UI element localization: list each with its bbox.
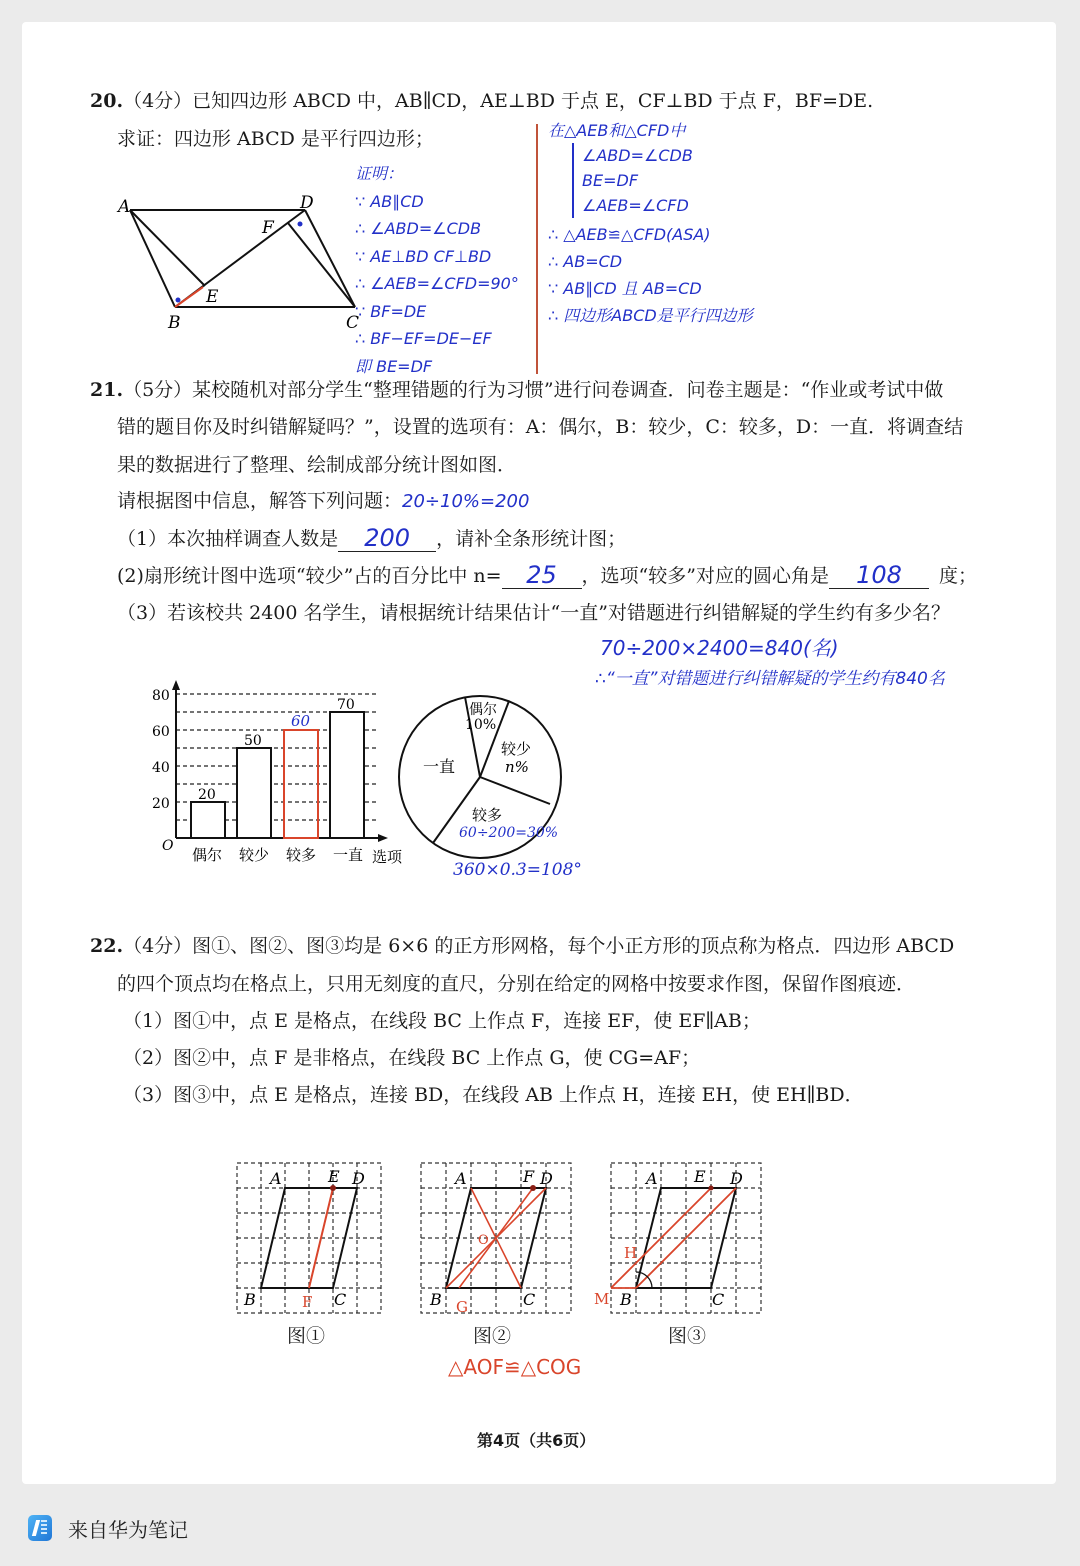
huawei-notes-icon bbox=[28, 1515, 52, 1541]
figure-2-caption: 图② bbox=[473, 1325, 512, 1347]
grid-figure-2 bbox=[420, 1162, 580, 1322]
proof-line: ∴ AB=CD bbox=[548, 252, 623, 271]
q22-stem-line-2: 的四个顶点均在格点上，只用无刻度的直尺，分别在给定的网格中按要求作图，保留作图痕迹． bbox=[117, 973, 916, 995]
grid-label-handwritten: H bbox=[624, 1244, 638, 1262]
sub-text: ，选项“较多”对应的圆心角是 bbox=[581, 565, 829, 587]
handwritten-answer: 200 bbox=[364, 524, 410, 552]
q20-label-c: C bbox=[346, 313, 360, 333]
page-number: 第4页（共6页） bbox=[477, 1431, 596, 1450]
margin-divider bbox=[536, 124, 538, 374]
xtick: 一直 bbox=[333, 846, 364, 864]
stem-text: 某校随机对部分学生“整理错题的行为习惯”进行问卷调查．问卷主题是：“作业或考试中做 bbox=[192, 379, 944, 401]
grid-label: A bbox=[646, 1169, 658, 1188]
ytick: 40 bbox=[152, 760, 170, 776]
proof-line: 在△AEB和△CFD中 bbox=[548, 121, 686, 140]
grid-label: E bbox=[694, 1167, 706, 1186]
figure-3-caption: 图③ bbox=[668, 1325, 707, 1347]
q22-sub1: （1）图①中，点 E 是格点，在线段 BC 上作点 F，连接 EF，使 EF∥AB； bbox=[123, 1010, 761, 1032]
grid-label: A bbox=[270, 1169, 282, 1188]
stem-text: 图①、图②、图③均是 6×6 的正方形网格，每个小正方形的顶点称为格点．四边形 ABCD bbox=[192, 935, 955, 957]
answer-blank-n[interactable] bbox=[502, 561, 582, 589]
q22-sub3: （3）图③中，点 E 是格点，连接 BD，在线段 AB 上作点 H，连接 EH，使 EH∥BD． bbox=[123, 1084, 864, 1106]
grid-label: A bbox=[455, 1169, 467, 1188]
handwritten-note: 360×0.3=108° bbox=[453, 860, 582, 880]
grid-figure-1 bbox=[236, 1162, 386, 1317]
q20-stem: 已知四边形 ABCD 中，AB∥CD，AE⊥BD 于点 E，CF⊥BD 于点 F，BF=DE. bbox=[192, 90, 874, 112]
x-axis-label: 选项 bbox=[372, 848, 403, 866]
q22-number: 22. bbox=[90, 935, 124, 957]
proof-line: ∵ AB∥CD 且 AB=CD bbox=[548, 279, 702, 298]
proof-line: ∴ BF−EF=DE−EF bbox=[355, 329, 492, 348]
grid-label: C bbox=[334, 1290, 347, 1309]
q22-sub2: （2）图②中，点 F 是非格点，在线段 BC 上作点 G，使 CG=AF； bbox=[123, 1047, 701, 1069]
q21-instruction bbox=[117, 488, 529, 515]
pie-label: 较少 bbox=[501, 740, 532, 758]
q20-proof-right bbox=[548, 118, 753, 328]
q21-points: （5分） bbox=[123, 379, 193, 401]
q20-label-b: B bbox=[168, 313, 181, 333]
q22-points: （4分） bbox=[123, 935, 193, 957]
q20-label-f: F bbox=[262, 218, 274, 238]
sub-text: 度； bbox=[938, 565, 977, 587]
proof-line: ∴ ∠ABD=∠CDB bbox=[355, 219, 482, 238]
grid-label: B bbox=[430, 1290, 442, 1309]
figure-2-note: △AOF≌△COG bbox=[448, 1355, 582, 1379]
q20-prove: 求证：四边形 ABCD 是平行四边形； bbox=[117, 128, 434, 150]
bar-value-handwritten: 60 bbox=[291, 712, 311, 730]
q20-number: 20. bbox=[90, 90, 124, 112]
bar-ouer bbox=[191, 802, 225, 838]
sub-text: ，请补全条形统计图； bbox=[436, 528, 627, 550]
proof-line: 证明： bbox=[355, 164, 404, 183]
bar-jiaoshao bbox=[237, 748, 271, 838]
proof-line: ∵ AE⊥BD CF⊥BD bbox=[355, 246, 492, 266]
q20-label-a: A bbox=[118, 197, 131, 217]
q21-number: 21. bbox=[90, 379, 124, 401]
bar-chart bbox=[140, 680, 420, 870]
pie-label: 一直 bbox=[423, 757, 456, 776]
pie-percent: 10% bbox=[465, 717, 497, 733]
instruction-text: 请根据图中信息，解答下列问题： bbox=[117, 490, 403, 512]
xtick: 较多 bbox=[286, 846, 317, 864]
pie-label: 较多 bbox=[472, 806, 503, 824]
bar-value: 20 bbox=[198, 787, 216, 803]
handwritten-note: 20÷10%=200 bbox=[402, 491, 530, 512]
pie-chart bbox=[395, 692, 595, 892]
proof-line: 即 BE=DF bbox=[355, 356, 433, 376]
grid-label: E bbox=[328, 1167, 340, 1186]
pie-label: 偶尔 bbox=[469, 702, 497, 718]
sub-text: （1）本次抽样调查人数是 bbox=[117, 528, 339, 550]
grid-label-handwritten: O bbox=[478, 1233, 489, 1248]
grid-label: D bbox=[352, 1169, 365, 1188]
handwritten-note: 60÷200=30% bbox=[459, 825, 559, 841]
grid-label: B bbox=[244, 1290, 256, 1309]
q20-label-e: E bbox=[206, 287, 219, 307]
xtick: 偶尔 bbox=[192, 846, 223, 864]
proof-line: ∠ABD=∠CDB bbox=[582, 146, 693, 165]
answer-blank-count[interactable] bbox=[338, 524, 436, 552]
proof-line: ∵ BF=DE bbox=[355, 301, 427, 321]
source-attribution bbox=[28, 1514, 228, 1542]
grid-label: C bbox=[523, 1290, 536, 1309]
handwritten-answer: 108 bbox=[856, 561, 902, 589]
q21-stem-line-2: 错的题目你及时纠错解疑吗？”，设置的选项有：A：偶尔，B：较少，C：较多，D：一直．将调查结 bbox=[117, 416, 964, 438]
source-label: 来自华为笔记 bbox=[68, 1518, 188, 1542]
q21-sub1 bbox=[117, 526, 626, 552]
proof-line: BE=DF bbox=[582, 171, 639, 190]
bar-yizhi bbox=[330, 712, 364, 838]
q21-sub3-work-2: ∴“一直”对错题进行纠错解疑的学生约有840名 bbox=[595, 669, 945, 689]
q22-stem-line-1 bbox=[90, 933, 954, 959]
proof-line: ∴ 四边形ABCD是平行四边形 bbox=[548, 306, 753, 325]
q20-figure bbox=[110, 190, 370, 340]
proof-line: ∴ △AEB≌△CFD(ASA) bbox=[548, 225, 711, 244]
grid-label: D bbox=[730, 1169, 743, 1188]
grid-label: D bbox=[540, 1169, 553, 1188]
grid-label-handwritten: M bbox=[594, 1290, 610, 1308]
q21-sub2 bbox=[117, 563, 977, 589]
grid-label-handwritten: G bbox=[456, 1298, 468, 1316]
q21-stem-line-1 bbox=[90, 377, 943, 403]
sub-text: (2)扇形统计图中选项“较少”占的百分比中 n= bbox=[117, 565, 502, 587]
xtick: 较少 bbox=[239, 846, 270, 864]
proof-line: ∴ ∠AEB=∠CFD=90° bbox=[355, 274, 519, 293]
grid-label: B bbox=[620, 1290, 632, 1309]
ytick: 20 bbox=[152, 796, 170, 812]
q20-proof-left bbox=[355, 160, 519, 380]
answer-blank-angle[interactable] bbox=[829, 561, 929, 589]
bar-value: 70 bbox=[337, 697, 355, 713]
handwritten-answer: 25 bbox=[526, 561, 557, 589]
proof-line: ∵ AB∥CD bbox=[355, 191, 424, 211]
ytick: 60 bbox=[152, 724, 170, 740]
q21-sub3: （3）若该校共 2400 名学生，请根据统计结果估计“一直”对错题进行纠错解疑的学生约有多少名？ bbox=[117, 602, 950, 624]
q21-sub3-work-1: 70÷200×2400=840(名) bbox=[600, 636, 839, 660]
pie-percent: n% bbox=[505, 758, 529, 776]
grid-figure-3 bbox=[592, 1162, 772, 1322]
bar-value: 50 bbox=[244, 733, 262, 749]
figure-1-caption: 图① bbox=[287, 1325, 326, 1347]
q20-label-d: D bbox=[300, 193, 314, 213]
q20-points: （4分） bbox=[123, 90, 193, 112]
proof-line: ∠AEB=∠CFD bbox=[582, 196, 689, 215]
q21-stem-line-3: 果的数据进行了整理、绘制成部分统计图如图． bbox=[117, 454, 517, 476]
grid-label: F bbox=[523, 1167, 535, 1186]
grid-label-handwritten: F bbox=[302, 1293, 313, 1311]
ytick: 80 bbox=[152, 688, 170, 704]
origin-label: O bbox=[162, 838, 174, 854]
grid-label: C bbox=[712, 1290, 725, 1309]
q20-stem-line bbox=[90, 88, 873, 114]
